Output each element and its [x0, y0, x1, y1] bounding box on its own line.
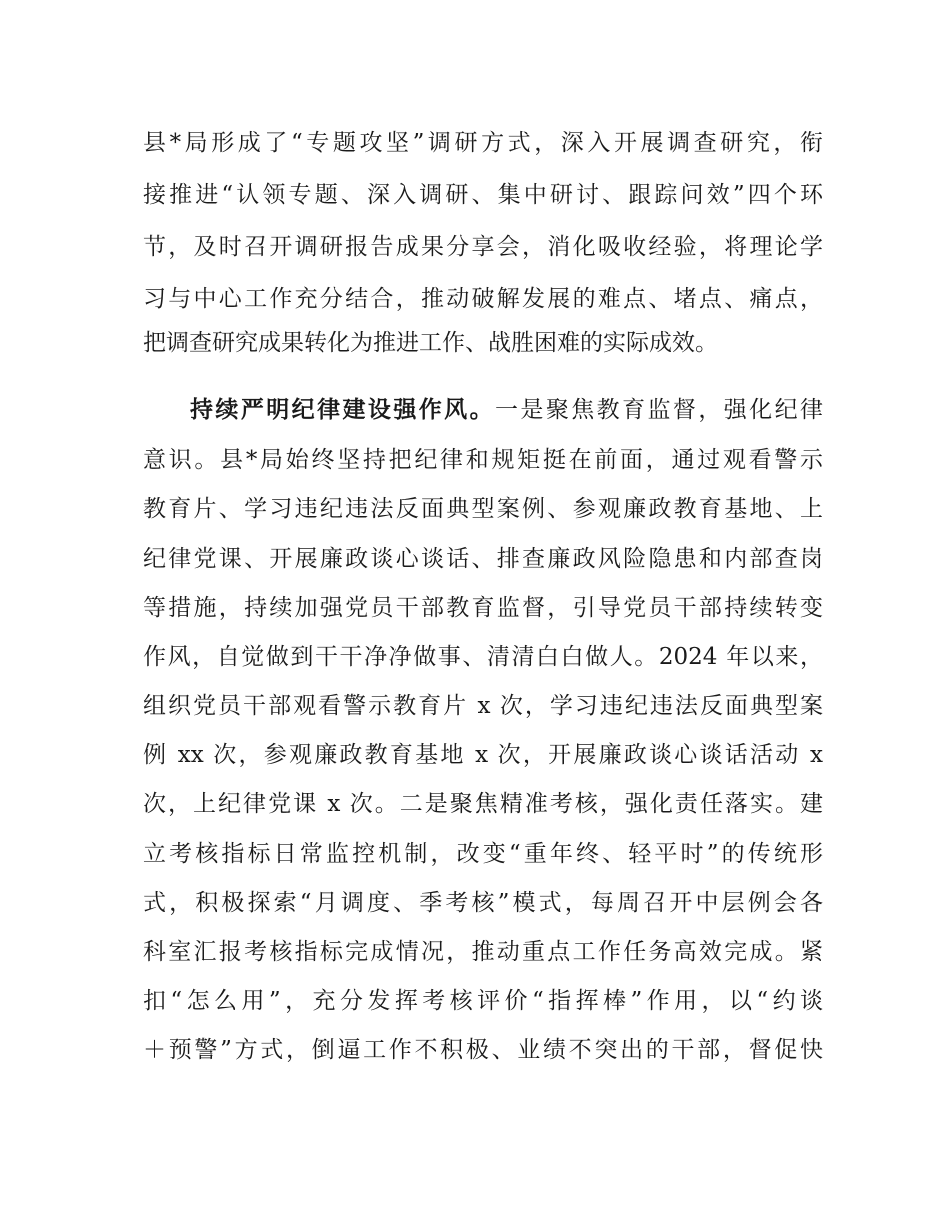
- paragraph-1-line-1: 县*局形成了“专题攻坚”调研方式，深入开展调查研究，衔: [143, 130, 823, 156]
- paragraph-2-line-12: 科室汇报考核指标完成情况，推动重点工作任务高效完成。紧: [143, 939, 823, 965]
- section-heading: 持续严明纪律建设强作风。: [190, 397, 495, 423]
- paragraph-2-line-4: 纪律党课、开展廉政谈心谈话、排查廉政风险隐患和内部查岗: [143, 546, 823, 572]
- paragraph-1-line-3: 节，及时召开调研报告成果分享会，消化吸收经验，将理论学: [143, 234, 823, 260]
- paragraph-2-line-9: 次，上纪律党课 x 次。二是聚焦精准考核，强化责任落实。建: [143, 791, 823, 817]
- paragraph-2-line-14: ＋预警”方式，倒逼工作不积极、业绩不突出的干部，督促快: [143, 1037, 823, 1063]
- paragraph-1-line-4: 习与中心工作充分结合，推动破解发展的难点、堵点、痛点，: [143, 286, 823, 312]
- paragraph-2-line-7: 组织党员干部观看警示教育片 x 次，学习违纪违法反面典型案: [143, 693, 823, 719]
- paragraph-2-line-1-text: 一是聚焦教育监督，强化纪律: [495, 397, 824, 423]
- paragraph-2-line-13: 扣“怎么用”，充分发挥考核评价“指挥棒”作用，以“约谈: [143, 988, 823, 1014]
- paragraph-1-line-2: 接推进“认领专题、深入调研、集中研讨、跟踪问效”四个环: [143, 182, 823, 208]
- paragraph-2-line-6: 作风，自觉做到干干净净做事、清清白白做人。2024 年以来，: [143, 644, 823, 670]
- paragraph-2-line-1: [190, 385, 823, 435]
- paragraph-2-line-11: 式，积极探索“月调度、季考核”模式，每周召开中层例会各: [143, 890, 823, 916]
- paragraph-2-line-3: 教育片、学习违纪违法反面典型案例、参观廉政教育基地、上: [143, 496, 823, 522]
- paragraph-1-line-5: 把调查研究成果转化为推进工作、战胜困难的实际成效。: [143, 330, 718, 356]
- paragraph-2-line-10: 立考核指标日常监控机制，改变“重年终、轻平时”的传统形: [143, 841, 823, 867]
- paragraph-2-line-2: 意识。县*局始终坚持把纪律和规矩挺在前面，通过观看警示: [143, 447, 823, 473]
- paragraph-2-line-8: 例 xx 次，参观廉政教育基地 x 次，开展廉政谈心谈话活动 x: [143, 742, 823, 768]
- paragraph-2-line-5: 等措施，持续加强党员干部教育监督，引导党员干部持续转变: [143, 595, 823, 621]
